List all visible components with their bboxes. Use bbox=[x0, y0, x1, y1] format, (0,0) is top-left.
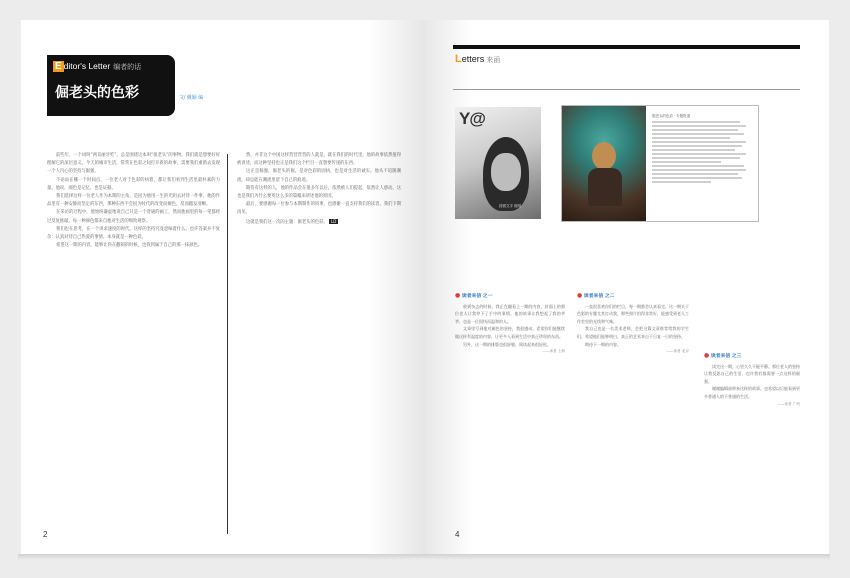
editors-letter-tag bbox=[53, 61, 141, 72]
right-page bbox=[425, 20, 829, 554]
closing-text: 这就是我们这一次的主题：倔老头的色彩。 bbox=[246, 219, 328, 225]
author-byline: 文/ 戴颖 编 bbox=[179, 95, 204, 101]
paragraph: 收到杂志的时候，我正在翻看上一期的内容，封面上的那位老人让我停下了手中的事情。他的故事让我想起了我的爷爷，也是一位固执而温和的人。 bbox=[455, 303, 565, 324]
magazine-spread bbox=[21, 20, 829, 554]
page-title: 倔老头的色彩 bbox=[55, 85, 139, 101]
magazine-spread-image bbox=[561, 105, 759, 222]
article-column-2 bbox=[237, 152, 401, 422]
letter-signature: ——读者 广州 bbox=[777, 401, 800, 406]
editors-letter-tag-initial: E bbox=[55, 61, 62, 72]
letter-2 bbox=[577, 292, 689, 356]
page-shadow bbox=[18, 554, 830, 560]
letters-header bbox=[455, 53, 500, 65]
spread-title: 倔老头的色彩 · 专题报道 bbox=[652, 114, 691, 118]
paragraph: 这正是倔强，倔老头的倔，是对色彩的固执，也是对生活的诚实。他从不追随潮流，却总能在潮流里留下自己的痕迹。 bbox=[237, 169, 401, 183]
paragraph: 最后，要感谢每一位参与本期制作的同事，也感谢一直支持我们的读者。我们下期再见。 bbox=[237, 202, 401, 216]
letter-1 bbox=[455, 292, 565, 356]
letter-signature: ——读者 上海 bbox=[542, 349, 565, 354]
bullet-icon: ● bbox=[455, 292, 461, 299]
editors-letter-header bbox=[47, 55, 175, 116]
article-column-1 bbox=[47, 152, 220, 532]
editors-letter-tag-text: ditor's Letter bbox=[63, 61, 111, 71]
closing-paragraph bbox=[237, 218, 401, 227]
paragraph: 我们选择这样一位老人作为本期的主角，是因为他用一生的光阴去对待一件事。他的作品里有一种安静而坚定的东西，那种东西不会因为时代的改变而褪色，反而越发清晰。 bbox=[47, 194, 220, 208]
bullet-icon: ● bbox=[577, 292, 583, 299]
paragraph: 前些年，一个词叫“两耳丽牙吃”，总是围绕这本叫“很老头”的事物，我们就是想要好好理解它的深层意义。今天的城市生活，常常在色彩之间打开新的故事，需要我们重新去发现一个人内心的坚持与倔强。 bbox=[47, 153, 220, 175]
letter-3 bbox=[704, 352, 800, 408]
header-rule bbox=[453, 89, 800, 90]
editors-letter-tag-sub: 编者的话 bbox=[113, 64, 142, 71]
magazine-cover-title: Y@ bbox=[459, 109, 485, 128]
paragraph: 然，并非这个中国这样营营营营的人就是，就在我们的时代里，他的故事依然值得被讲述，而这种坚持也正是我们这个栏目一直想要传递的东西。 bbox=[237, 153, 401, 167]
paragraph: 我自己也是一名美术老师，会把这篇文章推荐给我的学生们。希望他们能够明白，真正的艺术来自于日复一日的坚持。 bbox=[577, 326, 689, 339]
letter-heading-text: 读者来信 之二 bbox=[583, 294, 615, 299]
letters-header-sub: 来函 bbox=[486, 57, 501, 64]
cover-portrait-face bbox=[491, 153, 521, 191]
paragraph: 另外，这一期的排版也很舒服，阅读起来很轻松。 bbox=[463, 341, 551, 347]
paragraph: 谢谢编辑部带来这样的故事，也希望以后能看到更多普通人的不普通的生活。 bbox=[704, 386, 800, 399]
letter-heading bbox=[577, 292, 689, 301]
letter-heading bbox=[455, 292, 565, 301]
column-divider bbox=[227, 154, 228, 534]
letter-heading bbox=[704, 352, 800, 361]
left-page bbox=[21, 20, 425, 554]
paragraph: 期待有这样的人，他的作品会在很多年以后，依然被人们提起，依然让人感动。这也是我们为什么要用这么多的篇幅来讲述他的原因。 bbox=[237, 185, 401, 200]
letters-header-text: etters bbox=[461, 54, 485, 64]
photo-person-body bbox=[588, 168, 622, 206]
paragraph: 读完这一期，心里久久不能平静。那位老人的坚持让我反思自己的生活，也许我们都需要一点这样的倔强。 bbox=[704, 363, 800, 384]
bullet-icon: ● bbox=[704, 352, 710, 359]
paragraph: 一直很喜欢你们的栏目，每一期都会认真看完。这一期关于色彩的专题尤其打动我，那些照片拍得非常好，能感受到老人工作室里的光线和气味。 bbox=[577, 303, 689, 324]
photo-person-head bbox=[592, 142, 616, 170]
paragraph: 我们也在思考，在一个讲求速度的时代，这样的坚持究竟意味着什么。也许答案并不复杂：认真对待自己热爱的事情，本身就是一种色彩。 bbox=[47, 226, 220, 241]
paragraph: 不论站在哪一个时间点，一位老人对于色彩的执着，都让我们看到生活里最朴素的力量。他说，颜色是记忆，也是证据。 bbox=[47, 177, 220, 191]
top-rule bbox=[453, 45, 800, 49]
letter-signature: ——读者 北京 bbox=[666, 349, 689, 354]
page-number-right: 4 bbox=[455, 530, 460, 539]
paragraph: 希望这一期的内容，能够让你在翻阅的时候，也找到属于自己的那一抹颜色。 bbox=[56, 243, 203, 249]
paragraph: 在采访的过程中，他始终谦虚地说自己只是一个普通的画工，然而他画里的每一笔都经过反复推敲，每一种颜色都来自他对生活的细致观察。 bbox=[47, 210, 220, 224]
letter-heading-text: 读者来信 之一 bbox=[461, 294, 493, 299]
spread-photo bbox=[562, 106, 646, 221]
cover-caption: 封面文字 说明 bbox=[499, 204, 521, 208]
magazine-cover-image bbox=[455, 107, 541, 219]
page-number-left: 2 bbox=[43, 530, 48, 539]
letter-heading-text: 读者来信 之三 bbox=[710, 354, 742, 359]
paragraph: 文章里写到他对颜色的坚持，我很感动。希望你们能继续做这样有温度的内容，让更多人看到生活中真正珍贵的东西。 bbox=[455, 326, 565, 339]
paragraph: 期待下一期的内容。 bbox=[585, 341, 621, 347]
end-mark: LD bbox=[331, 218, 337, 224]
letters-header-initial: L bbox=[455, 53, 462, 65]
spread-text-block bbox=[652, 114, 750, 183]
